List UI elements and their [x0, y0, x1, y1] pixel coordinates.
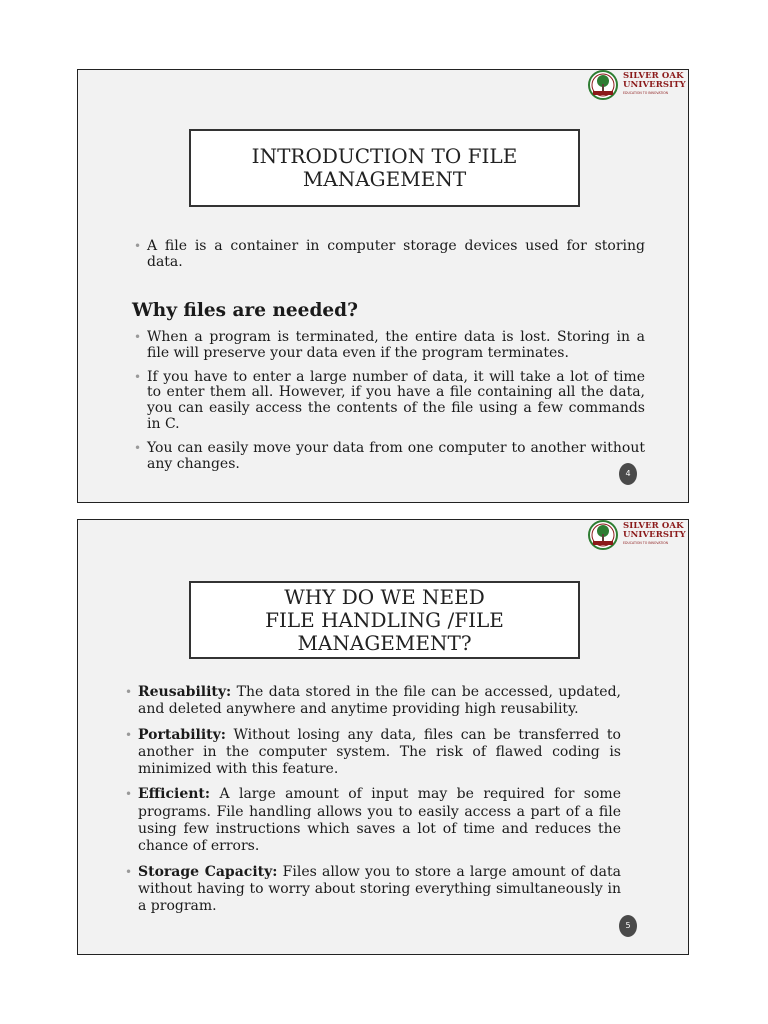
- section-heading: Why files are needed?: [132, 300, 358, 321]
- benefit-term: Reusability:: [138, 684, 232, 700]
- slide-title-line: MANAGEMENT?: [297, 630, 472, 655]
- benefit-term: Efficient:: [138, 786, 211, 803]
- university-logo: [586, 520, 686, 550]
- slide-title-line: INTRODUCTION TO FILE: [251, 144, 518, 168]
- slide-4: [77, 69, 689, 503]
- logo-name-line2: UNIVERSITY: [623, 530, 686, 540]
- intro-list: [147, 238, 645, 270]
- tree-emblem-icon: [586, 520, 620, 550]
- benefit-text: Without losing any data, files can be transferred to another in the computer system. The risk of flawed coding is minimized with this feature.: [138, 726, 621, 778]
- benefit-text: The data stored in the file can be accessed, updated, and deleted anywhere and anytime providing high reusability.: [138, 684, 621, 718]
- list-item: • When a program is terminated, the entire data is lost. Storing in a file will preserve your data even if the program terminates.: [147, 330, 645, 362]
- list-item: [138, 727, 621, 779]
- logo-name-line1: SILVER OAK: [623, 71, 684, 81]
- logo-tagline: EDUCATION TO INNOVATION: [623, 91, 669, 95]
- logo-tagline: EDUCATION TO INNOVATION: [623, 541, 669, 545]
- benefit-term: Storage Capacity:: [138, 863, 278, 880]
- benefit-text: A large amount of input may be required for some programs. File handling allows you to easily access a part of a file using few instructions which saves a lot of time and reduces the chance of errors.: [138, 786, 621, 855]
- logo-name-line1: SILVER OAK: [623, 521, 684, 531]
- benefit-term: Portability:: [138, 726, 226, 743]
- slide-title-line: FILE HANDLING /FILE: [265, 607, 504, 632]
- slide-title-line: MANAGEMENT: [302, 167, 467, 191]
- slide-title: [189, 581, 580, 659]
- slide-title-line: WHY DO WE NEED: [284, 584, 485, 609]
- page-number-badge: 4: [619, 463, 637, 485]
- list-item: • You can easily move your data from one computer to another without any changes.: [147, 441, 645, 473]
- list-item: [138, 786, 621, 855]
- university-logo: [586, 70, 686, 100]
- list-item: • If you have to enter a large number of data, it will take a lot of time to enter them all. However, if you have a file containing all the data, you can easily access the contents of the file using a few commands in C.: [147, 370, 645, 433]
- benefits-list: [138, 684, 621, 924]
- slide-5: [77, 519, 689, 955]
- list-item: • A file is a container in computer storage devices used for storing data.: [147, 238, 645, 270]
- slide-title: [189, 129, 580, 207]
- list-item: [138, 684, 621, 719]
- benefit-text: Files allow you to store a large amount of data without having to worry about storing everything simultaneously in a program.: [138, 863, 621, 915]
- page-number-badge: 5: [619, 915, 637, 937]
- tree-emblem-icon: [586, 70, 620, 100]
- logo-name-line2: UNIVERSITY: [623, 80, 686, 90]
- reasons-list: [147, 330, 645, 480]
- list-item: [138, 864, 621, 916]
